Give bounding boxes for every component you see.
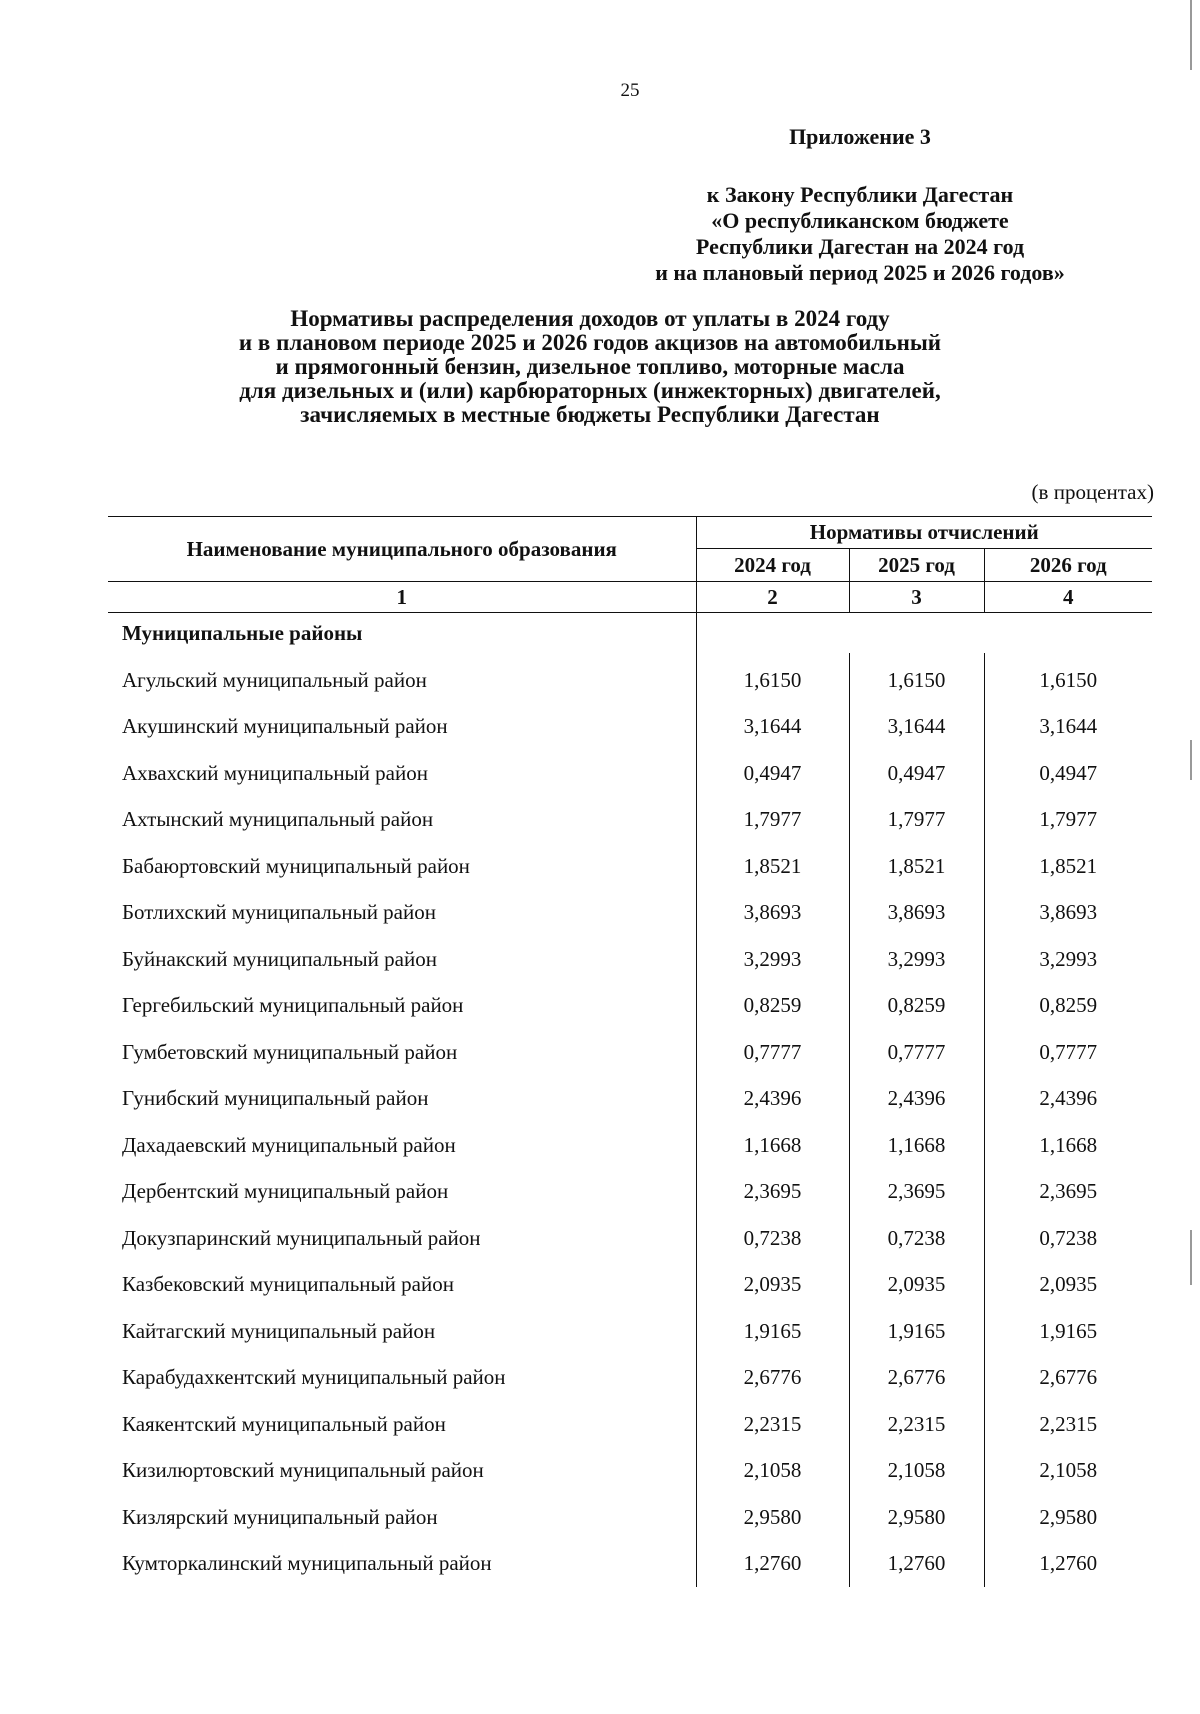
section-empty-cell <box>849 613 984 654</box>
table-row <box>108 1122 1152 1169</box>
value-2025-cell: 3,2993 <box>849 936 984 983</box>
appendix-block <box>600 124 1120 286</box>
district-name-cell: Ахтынский муниципальный район <box>108 797 696 844</box>
header-name-column: Наименование муниципального образования <box>108 517 696 582</box>
district-name-cell: Дахадаевский муниципальный район <box>108 1122 696 1169</box>
value-2025-cell: 2,2315 <box>849 1401 984 1448</box>
header-year-2025: 2025 год <box>849 549 984 582</box>
section-empty-cell <box>696 613 849 654</box>
district-name-cell: Ботлихский муниципальный район <box>108 890 696 937</box>
header-number: 1 <box>108 582 696 613</box>
value-2026-cell: 3,1644 <box>1039 714 1098 739</box>
table-row <box>108 750 1152 797</box>
header-number: 2 <box>696 582 849 613</box>
value-2025-cell: 0,7238 <box>849 1215 984 1262</box>
table-row <box>108 1169 1152 1216</box>
value-2025-cell: 2,6776 <box>849 1355 984 1402</box>
table-row <box>108 653 1152 704</box>
district-name-cell: Кизлярский муниципальный район <box>108 1494 696 1541</box>
header-year-2026: 2026 год <box>1029 552 1107 577</box>
value-2024-cell: 0,4947 <box>696 750 849 797</box>
value-2026-cell: 0,4947 <box>1039 760 1098 785</box>
table-row <box>108 1494 1152 1541</box>
district-name-cell: Бабаюртовский муниципальный район <box>108 843 696 890</box>
value-2024-cell: 0,7777 <box>696 1029 849 1076</box>
document-title-line: для дизельных и (или) карбюраторных (инжекторных) двигателей, <box>239 378 941 403</box>
district-name-cell: Дербентский муниципальный район <box>108 1169 696 1216</box>
value-2025-cell: 0,7777 <box>849 1029 984 1076</box>
value-2024-cell: 1,1668 <box>696 1122 849 1169</box>
header-row-numbers <box>108 582 1152 613</box>
header-number: 4 <box>984 582 1152 613</box>
value-2026-cell: 1,1668 <box>1039 1132 1098 1157</box>
value-2024-cell: 2,2315 <box>696 1401 849 1448</box>
value-2026-cell: 3,2993 <box>1039 946 1098 971</box>
district-name-cell: Докузпаринский муниципальный район <box>108 1215 696 1262</box>
value-2025-cell: 0,4947 <box>849 750 984 797</box>
table-row <box>108 1076 1152 1123</box>
table-row <box>108 1541 1152 1588</box>
table-row <box>108 983 1152 1030</box>
document-title-line: и в плановом периоде 2025 и 2026 годов акцизов на автомобильный <box>238 330 942 355</box>
value-2025-cell: 1,1668 <box>849 1122 984 1169</box>
table-row <box>108 1215 1152 1262</box>
value-2025-cell: 1,6150 <box>849 653 984 704</box>
table-row <box>108 1029 1152 1076</box>
value-2026-cell: 1,6150 <box>1039 667 1098 692</box>
district-name-cell: Гумбетовский муниципальный район <box>108 1029 696 1076</box>
table-row <box>108 1401 1152 1448</box>
value-2024-cell: 1,8521 <box>696 843 849 890</box>
value-2024-cell: 2,0935 <box>696 1262 849 1309</box>
appendix-title: Приложение 3 <box>789 124 931 149</box>
value-2026-cell: 1,7977 <box>1039 807 1098 832</box>
value-2026-cell: 2,2315 <box>1039 1411 1098 1436</box>
header-row-group <box>108 517 1152 549</box>
section-title: Муниципальные районы <box>108 613 696 654</box>
value-2024-cell: 1,7977 <box>696 797 849 844</box>
table-row <box>108 1308 1152 1355</box>
value-2026-cell: 2,1058 <box>1039 1458 1098 1483</box>
table-body <box>108 613 1152 1588</box>
value-2026-cell: 2,4396 <box>1039 1086 1098 1111</box>
table-row <box>108 890 1152 937</box>
value-2024-cell: 2,1058 <box>696 1448 849 1495</box>
value-2024-cell: 3,8693 <box>696 890 849 937</box>
district-name-cell: Кайтагский муниципальный район <box>108 1308 696 1355</box>
value-2025-cell: 1,7977 <box>849 797 984 844</box>
header-group: Нормативы отчислений <box>696 517 1152 549</box>
value-2025-cell: 0,8259 <box>849 983 984 1030</box>
value-2025-cell: 2,4396 <box>849 1076 984 1123</box>
header-year-2024: 2024 год <box>696 549 849 582</box>
district-name-cell: Буйнакский муниципальный район <box>108 936 696 983</box>
norms-table <box>108 516 1152 1587</box>
value-2024-cell: 2,9580 <box>696 1494 849 1541</box>
district-name-cell: Каякентский муниципальный район <box>108 1401 696 1448</box>
document-title-line: Нормативы распределения доходов от уплаты в 2024 году <box>290 306 890 331</box>
table-row <box>108 1262 1152 1309</box>
table-row <box>108 1448 1152 1495</box>
appendix-law-line: «О республиканском бюджете <box>711 208 1009 233</box>
value-2026-cell: 0,7777 <box>1039 1039 1098 1064</box>
value-2025-cell: 2,3695 <box>849 1169 984 1216</box>
header-number: 3 <box>849 582 984 613</box>
value-2026-cell: 0,7238 <box>1039 1225 1098 1250</box>
document-title-line: и прямогонный бензин, дизельное топливо, моторные масла <box>275 354 905 379</box>
value-2024-cell: 1,6150 <box>696 653 849 704</box>
district-name-cell: Агульский муниципальный район <box>108 653 696 704</box>
value-2024-cell: 0,7238 <box>696 1215 849 1262</box>
scan-edge-mark <box>1190 1230 1192 1285</box>
value-2026-cell: 0,8259 <box>1039 993 1098 1018</box>
appendix-law-line: Республики Дагестан на 2024 год <box>695 234 1025 259</box>
value-2026-cell: 1,8521 <box>1039 853 1098 878</box>
section-empty-cell <box>984 613 1152 654</box>
document-title-line: зачисляемых в местные бюджеты Республики Дагестан <box>300 402 880 427</box>
document-title <box>160 307 1020 427</box>
value-2025-cell: 3,1644 <box>849 704 984 751</box>
district-name-cell: Казбековский муниципальный район <box>108 1262 696 1309</box>
scan-edge-mark <box>1190 740 1192 780</box>
table-row <box>108 1355 1152 1402</box>
district-name-cell: Карабудахкентский муниципальный район <box>108 1355 696 1402</box>
value-2025-cell: 1,9165 <box>849 1308 984 1355</box>
units-note: (в процентах) <box>1031 480 1154 504</box>
value-2025-cell: 2,9580 <box>849 1494 984 1541</box>
appendix-law-line: и на плановый период 2025 и 2026 годов» <box>655 260 1065 285</box>
value-2026-cell: 1,9165 <box>1039 1318 1098 1343</box>
scan-edge-mark <box>1190 0 1192 70</box>
value-2025-cell: 2,1058 <box>849 1448 984 1495</box>
value-2025-cell: 1,8521 <box>849 843 984 890</box>
value-2026-cell: 1,2760 <box>1039 1551 1098 1576</box>
value-2024-cell: 0,8259 <box>696 983 849 1030</box>
district-name-cell: Кизилюртовский муниципальный район <box>108 1448 696 1495</box>
value-2026-cell: 2,6776 <box>1039 1365 1098 1390</box>
value-2025-cell: 3,8693 <box>849 890 984 937</box>
value-2026-cell: 2,9580 <box>1039 1504 1098 1529</box>
section-row <box>108 613 1152 654</box>
value-2026-cell: 3,8693 <box>1039 900 1098 925</box>
district-name-cell: Кумторкалинский муниципальный район <box>108 1541 696 1588</box>
value-2024-cell: 2,4396 <box>696 1076 849 1123</box>
value-2026-cell: 2,3695 <box>1039 1179 1098 1204</box>
value-2024-cell: 3,1644 <box>696 704 849 751</box>
value-2024-cell: 1,9165 <box>696 1308 849 1355</box>
table-row <box>108 843 1152 890</box>
table-row <box>108 704 1152 751</box>
value-2024-cell: 1,2760 <box>696 1541 849 1588</box>
page-number: 25 <box>620 80 640 101</box>
district-name-cell: Акушинский муниципальный район <box>108 704 696 751</box>
value-2024-cell: 2,3695 <box>696 1169 849 1216</box>
norms-table-grid <box>108 516 1152 1587</box>
value-2026-cell: 2,0935 <box>1039 1272 1098 1297</box>
value-2024-cell: 2,6776 <box>696 1355 849 1402</box>
value-2025-cell: 1,2760 <box>849 1541 984 1588</box>
table-row <box>108 797 1152 844</box>
district-name-cell: Ахвахский муниципальный район <box>108 750 696 797</box>
appendix-law-line: к Закону Республики Дагестан <box>706 182 1014 207</box>
value-2024-cell: 3,2993 <box>696 936 849 983</box>
table-row <box>108 936 1152 983</box>
value-2025-cell: 2,0935 <box>849 1262 984 1309</box>
district-name-cell: Гергебильский муниципальный район <box>108 983 696 1030</box>
district-name-cell: Гунибский муниципальный район <box>108 1076 696 1123</box>
